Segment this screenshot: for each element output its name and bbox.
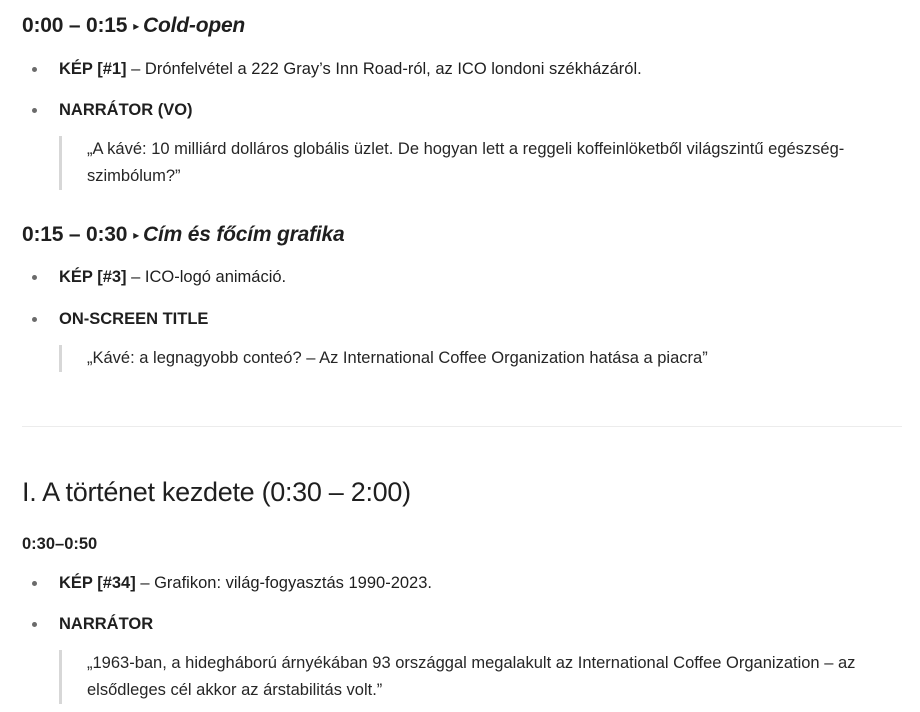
section-time: 0:00 – 0:15 <box>22 14 128 37</box>
divider <box>22 426 902 427</box>
triangle-right-icon: ▸ <box>133 228 140 242</box>
section-items <box>22 266 902 288</box>
shot-description: – ICO-logó animáció. <box>126 268 287 286</box>
section-items <box>22 99 902 121</box>
shot-description: – Drónfelvétel a 222 Gray’s Inn Road-ról, az ICO londoni székházáról. <box>126 60 642 78</box>
on-screen-title-quote: „Kávé: a legnagyobb conteó? – Az International Coffee Organization hatása a piacra” <box>59 345 887 372</box>
list-item <box>22 99 902 121</box>
shot-label: KÉP [#1] <box>59 60 127 78</box>
list-item <box>22 572 902 594</box>
part-title: I. A történet kezdete (0:30 – 2:00) <box>22 477 411 507</box>
sub-section-time: 0:30–0:50 <box>22 535 98 553</box>
section-title: Cold-open <box>143 14 246 37</box>
section-heading <box>22 221 344 251</box>
narration-quote: „1963-ban, a hidegháború árnyékában 93 országgal megalakult az International Coffee Organization – az elsődleges cél akkor az árstabilitás volt.” <box>59 650 887 704</box>
section-items <box>22 58 902 80</box>
section-heading <box>22 12 245 42</box>
shot-label: KÉP [#34] <box>59 574 136 592</box>
title-label: ON-SCREEN TITLE <box>59 310 209 328</box>
list-item <box>22 58 902 80</box>
list-item <box>22 308 902 330</box>
section-title: Cím és főcím grafika <box>143 223 345 246</box>
section-items <box>22 613 902 635</box>
narration-quote: „A kávé: 10 milliárd dolláros globális üzlet. De hogyan lett a reggeli koffeinlöketből világszintű egészség-szimbólum?” <box>59 136 887 190</box>
list-item <box>22 266 902 288</box>
narrator-label: NARRÁTOR <box>59 615 154 633</box>
section-time: 0:15 – 0:30 <box>22 223 128 246</box>
narrator-label: NARRÁTOR (VO) <box>59 101 193 119</box>
section-items <box>22 572 902 594</box>
shot-description: – Grafikon: világ-fogyasztás 1990-2023. <box>135 574 432 592</box>
shot-label: KÉP [#3] <box>59 268 127 286</box>
list-item <box>22 613 902 635</box>
triangle-right-icon: ▸ <box>133 19 140 33</box>
section-items <box>22 308 902 330</box>
